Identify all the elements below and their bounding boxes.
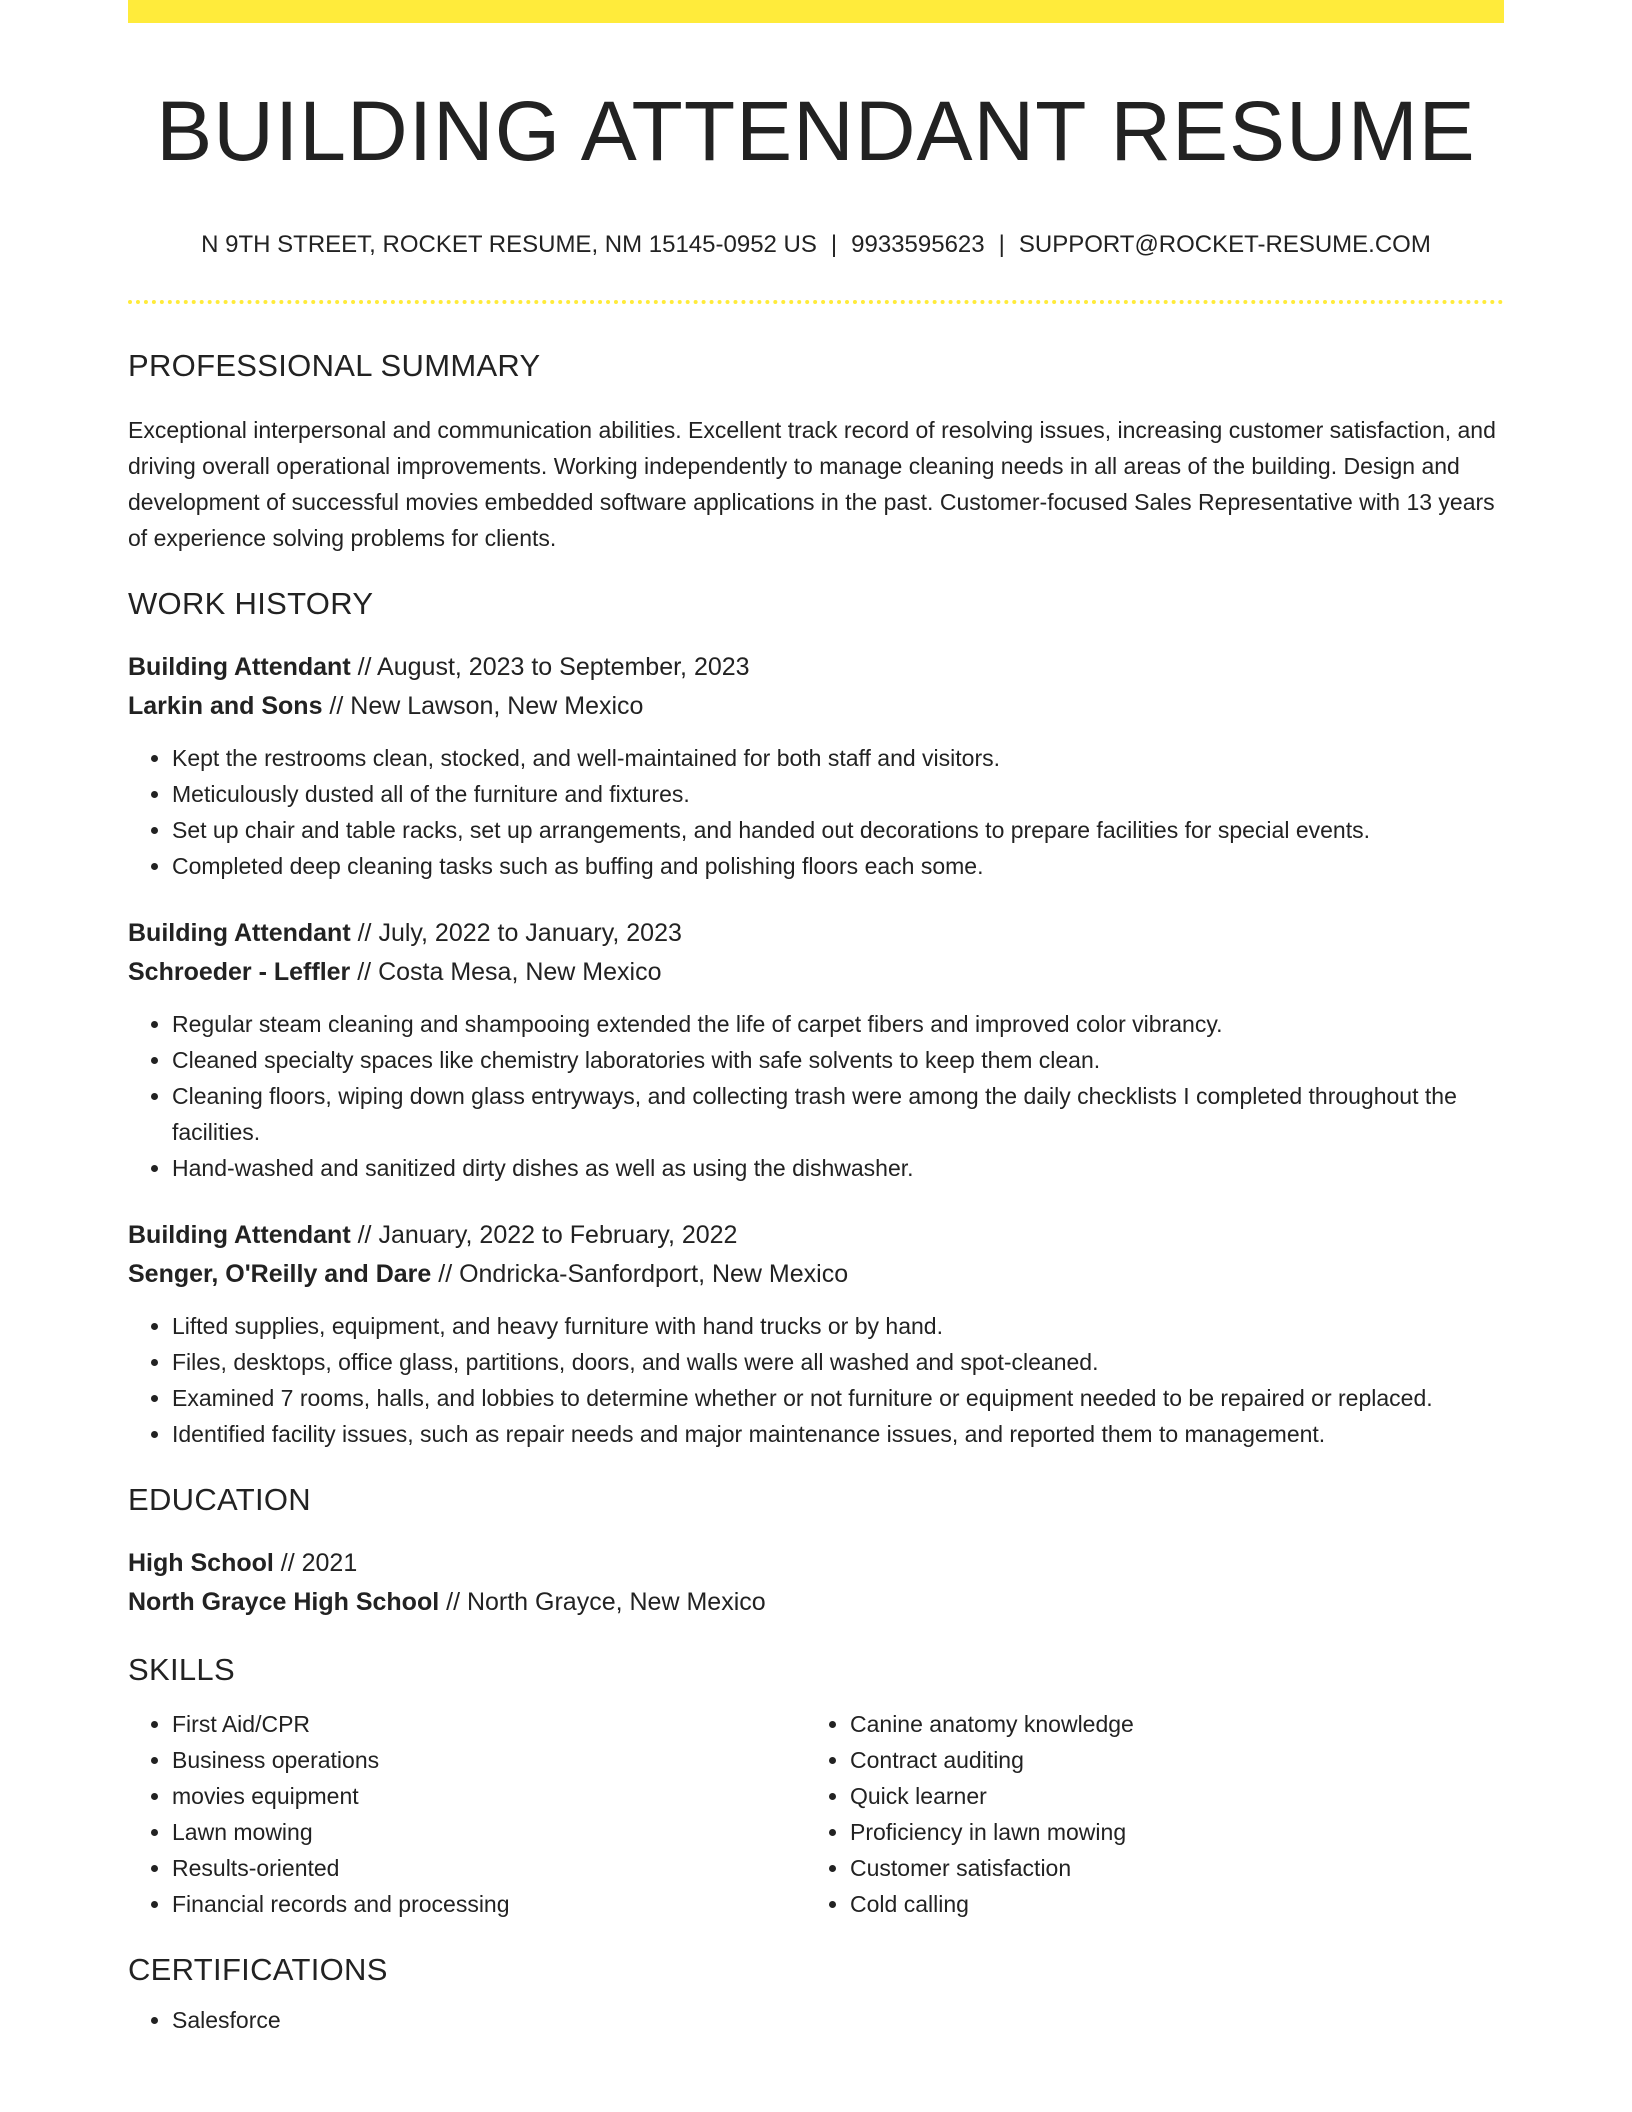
section-title-education: EDUCATION: [128, 1482, 311, 1518]
list-item: • Meticulously dusted all of the furniture and fixtures.: [172, 776, 1504, 812]
job-position: Building Attendant: [128, 919, 351, 948]
skill-item: • Cold calling: [850, 1886, 1484, 1922]
skill-item: • movies equipment: [172, 1778, 806, 1814]
contact-address: N 9TH STREET, ROCKET RESUME, NM 15145-0952 US: [201, 231, 817, 259]
contact-line: [128, 231, 1504, 260]
education-year: // 2021: [273, 1549, 358, 1578]
dotted-divider: [128, 300, 1504, 304]
job-company-line: [128, 1255, 1504, 1294]
skill-item: • Lawn mowing: [172, 1814, 806, 1850]
section-title-summary: PROFESSIONAL SUMMARY: [128, 348, 541, 384]
skills-columns: [128, 1706, 1504, 1922]
skill-item: • Business operations: [172, 1742, 806, 1778]
contact-separator: |: [830, 231, 838, 259]
contact-separator: |: [998, 231, 1005, 259]
job-company: Schroeder - Leffler: [128, 958, 351, 987]
job-entry: [128, 648, 1504, 884]
job-position-line: [128, 648, 1504, 687]
skill-item: • Results-oriented: [172, 1850, 806, 1886]
job-company-line: [128, 953, 1504, 992]
skills-list-right: [806, 1706, 1484, 1922]
section-title-certifications: CERTIFICATIONS: [128, 1952, 388, 1988]
list-item: • Examined 7 rooms, halls, and lobbies to determine whether or not furniture or equipment needed to be repaired or replaced.: [172, 1380, 1504, 1416]
job-duties-list: [128, 740, 1504, 884]
education-degree-line: [128, 1544, 1504, 1583]
job-location: // Ondricka-Sanfordport, New Mexico: [431, 1260, 849, 1289]
summary-text: Exceptional interpersonal and communication abilities. Excellent track record of resolving issues, increasing customer satisfaction, and driving overall operational improvements. Working independently to manage cleaning needs in all areas of the building. Design and development of successful movies embedded software applications in the past. Customer-focused Sales Representative with 13 years of experience solving problems for clients.: [128, 417, 1496, 552]
job-position: Building Attendant: [128, 653, 351, 682]
job-company: Larkin and Sons: [128, 692, 323, 721]
section-title-work-history: WORK HISTORY: [128, 586, 374, 622]
education-location: // North Grayce, New Mexico: [439, 1588, 766, 1617]
contact-email: SUPPORT@ROCKET-RESUME.COM: [1018, 231, 1431, 259]
list-item: • Completed deep cleaning tasks such as buffing and polishing floors each some.: [172, 848, 1504, 884]
skill-item: • Customer satisfaction: [850, 1850, 1484, 1886]
skill-item: • Proficiency in lawn mowing: [850, 1814, 1484, 1850]
education-school-line: [128, 1583, 1504, 1622]
job-duties-list: [128, 1006, 1504, 1186]
job-company: Senger, O'Reilly and Dare: [128, 1260, 432, 1289]
job-position: Building Attendant: [128, 1221, 351, 1250]
top-accent-bar: [128, 0, 1504, 23]
education-school: North Grayce High School: [128, 1588, 440, 1617]
education-degree: High School: [128, 1549, 274, 1578]
job-location: // New Lawson, New Mexico: [322, 692, 644, 721]
section-title-skills: SKILLS: [128, 1652, 235, 1688]
skill-item: • Contract auditing: [850, 1742, 1484, 1778]
list-item: • Cleaned specialty spaces like chemistry laboratories with safe solvents to keep them clean.: [172, 1042, 1504, 1078]
job-company-line: [128, 687, 1504, 726]
list-item: • Identified facility issues, such as repair needs and major maintenance issues, and reported them to management.: [172, 1416, 1504, 1452]
resume-page: [128, 0, 1504, 2038]
certification-item: • Salesforce: [172, 2002, 1504, 2038]
list-item: • Lifted supplies, equipment, and heavy furniture with hand trucks or by hand.: [172, 1308, 1504, 1344]
job-position-line: [128, 914, 1504, 953]
list-item: • Cleaning floors, wiping down glass entryways, and collecting trash were among the daily checklists I completed throughout the facilities.: [172, 1078, 1504, 1150]
list-item: • Kept the restrooms clean, stocked, and well-maintained for both staff and visitors.: [172, 740, 1504, 776]
job-entry: [128, 914, 1504, 1186]
job-duties-list: [128, 1308, 1504, 1452]
certifications-list: [128, 2002, 1504, 2038]
job-entry: [128, 1216, 1504, 1452]
list-item: • Hand-washed and sanitized dirty dishes as well as using the dishwasher.: [172, 1150, 1504, 1186]
skill-item: • Canine anatomy knowledge: [850, 1706, 1484, 1742]
job-position-line: [128, 1216, 1504, 1255]
job-dates: // January, 2022 to February, 2022: [350, 1221, 738, 1250]
contact-phone: 9933595623: [851, 231, 985, 259]
list-item: • Set up chair and table racks, set up arrangements, and handed out decorations to prepare facilities for special events.: [172, 812, 1504, 848]
list-item: • Regular steam cleaning and shampooing extended the life of carpet fibers and improved color vibrancy.: [172, 1006, 1504, 1042]
education-entry: [128, 1544, 1504, 1622]
job-location: // Costa Mesa, New Mexico: [350, 958, 662, 987]
skill-item: • Financial records and processing: [172, 1886, 806, 1922]
skill-item: • First Aid/CPR: [172, 1706, 806, 1742]
skill-item: • Quick learner: [850, 1778, 1484, 1814]
resume-title: BUILDING ATTENDANT RESUME: [156, 84, 1476, 178]
list-item: • Files, desktops, office glass, partitions, doors, and walls were all washed and spot-cleaned.: [172, 1344, 1504, 1380]
job-dates: // July, 2022 to January, 2023: [350, 919, 682, 948]
job-dates: // August, 2023 to September, 2023: [350, 653, 750, 682]
skills-list-left: [128, 1706, 806, 1922]
